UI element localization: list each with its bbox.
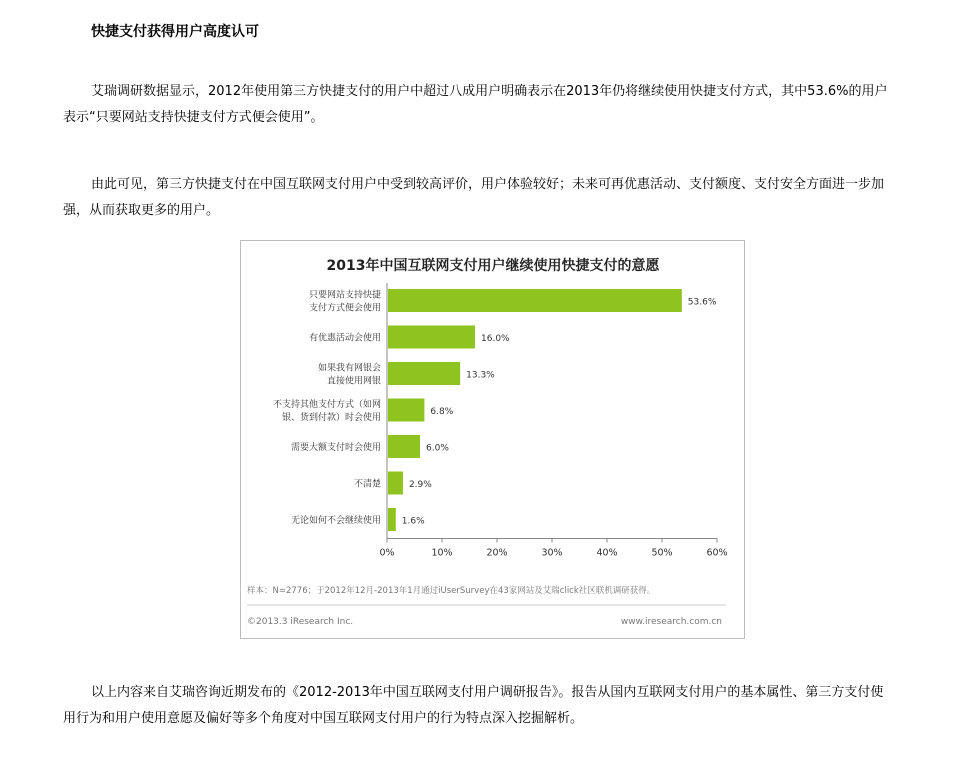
chart-title: 2013年中国互联网支付用户继续使用快捷支付的意愿 bbox=[326, 258, 660, 274]
bar bbox=[388, 435, 420, 458]
x-tick-label: 50% bbox=[651, 547, 673, 559]
bar bbox=[388, 399, 424, 422]
chart-figure bbox=[240, 240, 745, 639]
paragraph-text: 以上内容来自艾瑞咨询近期发布的《2012-2013年中国互联网支付用户调研报告》。报告从国内互联网支付用户的基本属性、第三方支付使用行为和用户使用意愿及偏好等多个角度对中国互联网支付用户的行为特点深入挖掘解析。 bbox=[63, 685, 884, 726]
x-tick-label: 10% bbox=[431, 547, 453, 559]
bar bbox=[388, 289, 682, 312]
paragraph-text: 由此可见，第三方快捷支付在中国互联网支付用户中受到较高评价，用户体验较好；未来可再优惠活动、支付额度、支付安全方面进一步加强，从而获取更多的用户。 bbox=[63, 177, 885, 218]
bar bbox=[388, 472, 403, 495]
category-label: 只要网站支持快捷 bbox=[308, 290, 381, 301]
paragraph-survey-result bbox=[63, 79, 893, 131]
bar bbox=[388, 508, 396, 531]
x-tick-label: 30% bbox=[541, 547, 563, 559]
paragraph-text: 艾瑞调研数据显示，2012年使用第三方快捷支付的用户中超过八成用户明确表示在2013年仍将继续使用快捷支付方式，其中53.6%的用户表示“只要网站支持快捷支付方式便会使用”。 bbox=[63, 84, 888, 125]
category-label: 无论如何不会继续使用 bbox=[290, 516, 381, 526]
bar-value-label: 16.0% bbox=[481, 334, 510, 344]
category-label: 不清楚 bbox=[353, 479, 381, 490]
category-label: 需要大额支付时会使用 bbox=[290, 443, 381, 453]
x-tick-label: 40% bbox=[596, 547, 618, 559]
bar-value-label: 53.6% bbox=[687, 297, 717, 308]
x-tick-label: 60% bbox=[706, 547, 728, 559]
category-label: 支付方式便会使用 bbox=[308, 303, 381, 314]
paragraph-conclusion bbox=[63, 172, 893, 224]
category-label: 有优惠活动会使用 bbox=[308, 333, 381, 344]
category-label: 直接使用网银 bbox=[326, 376, 381, 387]
article-heading: 快捷支付获得用户高度认可 bbox=[91, 24, 259, 40]
x-tick-label: 0% bbox=[379, 547, 395, 559]
category-label: 银、货到付款）时会使用 bbox=[281, 413, 381, 423]
bar-value-label: 13.3% bbox=[466, 370, 495, 381]
bar-chart bbox=[241, 241, 746, 640]
chart-sample-note: 样本：N=2776；于2012年12月-2013年1月通过iUserSurvey在43家网站及艾瑞click社区联机调研获得。 bbox=[247, 586, 656, 596]
bar-value-label: 1.6% bbox=[401, 516, 425, 527]
bar-value-label: 6.0% bbox=[426, 443, 449, 454]
x-tick-label: 20% bbox=[486, 547, 508, 559]
bar bbox=[388, 326, 475, 349]
chart-copyright: ©2013.3 iResearch Inc. bbox=[247, 617, 354, 627]
bar-value-label: 6.8% bbox=[430, 407, 454, 417]
category-label: 如果我有网银会 bbox=[317, 363, 381, 374]
chart-website: www.iresearch.com.cn bbox=[620, 617, 722, 627]
category-label: 不支持其他支付方式（如网 bbox=[272, 400, 381, 410]
bar-value-label: 2.9% bbox=[408, 480, 432, 490]
bar bbox=[388, 362, 460, 385]
paragraph-report-source bbox=[63, 680, 893, 732]
